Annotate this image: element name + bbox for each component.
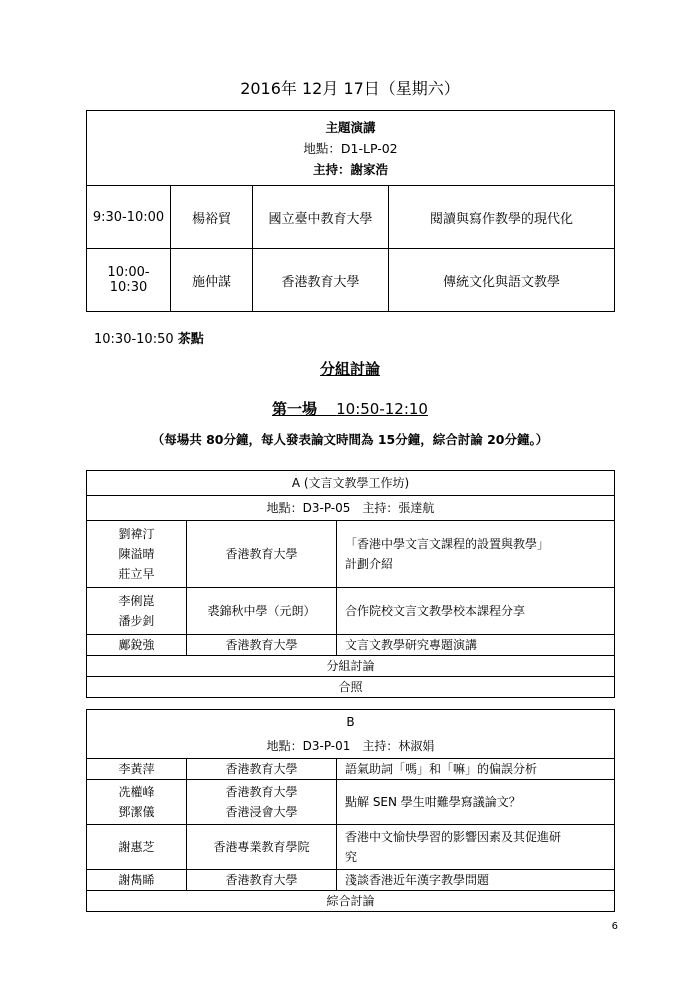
group-b-table	[86, 709, 615, 912]
presenter-names	[87, 588, 187, 635]
presenter-name: 鄺銳強	[87, 635, 187, 656]
group-discussion-heading	[0, 358, 700, 379]
table-row	[87, 759, 615, 780]
keynote-time: 10:00-10:30	[87, 249, 171, 312]
keynote-venue: 地點：D1-LP-02	[303, 140, 398, 156]
table-row	[87, 588, 615, 635]
keynote-host: 主持：謝家浩	[313, 161, 389, 177]
keynote-speaker: 施仲謀	[171, 249, 253, 312]
keynote-time: 9:30-10:00	[87, 186, 171, 249]
table-row	[87, 656, 615, 677]
page-number: 6	[611, 921, 618, 932]
group-a-table	[86, 470, 615, 698]
table-row	[87, 186, 615, 249]
presentation-topic	[337, 825, 615, 870]
group-b-venue-row	[87, 734, 615, 759]
table-row	[87, 825, 615, 870]
table-row	[87, 635, 615, 656]
presenter-institution: 香港教育大學	[187, 521, 337, 588]
group-a-discussion: 分組討論	[87, 656, 615, 677]
group-b-venue-host: 地點：D3-P-01 主持：林淑娟	[266, 739, 435, 753]
tea-break	[94, 328, 204, 347]
presenter-institution: 香港專業教育學院	[187, 825, 337, 870]
presentation-topic: 語氣助詞「嗎」和「嘛」的偏誤分析	[337, 759, 615, 780]
presenter-name: 劉褘汀	[118, 527, 155, 541]
group-a-venue-row	[87, 496, 615, 521]
presenter-name: 李黃萍	[87, 759, 187, 780]
group-b-header-row	[87, 710, 615, 735]
table-row	[87, 249, 615, 312]
group-b-title: B	[346, 715, 355, 729]
keynote-topic: 傳統文化與語文教學	[389, 249, 615, 312]
presenter-name: 潘步釗	[118, 614, 155, 628]
date-heading: 2016年 12月 17日（星期六）	[240, 79, 460, 98]
presenter-institution: 香港教育大學	[187, 759, 337, 780]
keynote-institution: 香港教育大學	[253, 249, 389, 312]
presenter-institution: 香港浸會大學	[225, 805, 298, 819]
presenter-names	[87, 521, 187, 588]
presentation-topic: 淺談香港近年漢字教學問題	[337, 870, 615, 891]
presentation-topic: 點解 SEN 學生咁難學寫議論文？	[337, 780, 615, 825]
topic-line: 香港中文愉快學習的影響因素及其促進研	[345, 830, 562, 844]
presenter-institution: 香港教育大學	[187, 635, 337, 656]
keynote-speaker: 楊裕貿	[171, 186, 253, 249]
topic-line: 究	[345, 850, 358, 864]
topic-line: 「香港中學文言文課程的設置與教學」	[345, 537, 550, 551]
keynote-topic: 閱讀與寫作教學的現代化	[389, 186, 615, 249]
tea-break-label: 茶點	[177, 332, 204, 347]
keynote-title: 主題演講	[325, 119, 376, 135]
session-label: 第一場	[272, 400, 318, 418]
keynote-institution: 國立臺中教育大學	[253, 186, 389, 249]
presentation-topic: 合作院校文言文教學校本課程分享	[337, 588, 615, 635]
keynote-table	[86, 110, 615, 312]
presenter-name: 李俐崑	[118, 594, 155, 608]
presenter-name: 冼權峰	[118, 785, 155, 799]
presenter-institutions	[187, 780, 337, 825]
presenter-name: 鄧潔儀	[118, 805, 155, 819]
group-a-title: A (文言文教學工作坊)	[291, 476, 410, 490]
presenter-name: 謝雋睎	[87, 870, 187, 891]
group-a-venue-host: 地點：D3-P-05 主持：張達航	[266, 501, 435, 515]
presenter-institution: 香港教育大學	[225, 785, 298, 799]
table-row	[87, 780, 615, 825]
table-row	[87, 870, 615, 891]
table-row	[87, 891, 615, 912]
presenter-institution: 香港教育大學	[187, 870, 337, 891]
group-a-photo: 合照	[87, 677, 615, 698]
presenter-name: 謝惠芝	[87, 825, 187, 870]
presenter-name: 陳溢晴	[118, 547, 155, 561]
group-b-discussion: 綜合討論	[87, 891, 615, 912]
table-row	[87, 677, 615, 698]
topic-line: 計劃介紹	[345, 557, 394, 571]
session-note: （每場共 80分鐘，每人發表論文時間為 15分鐘，綜合討論 20分鐘。）	[151, 432, 549, 447]
session-time: 10:50-12:10	[336, 400, 428, 418]
presenter-name: 莊立早	[118, 567, 155, 581]
table-row	[87, 521, 615, 588]
group-a-header-row	[87, 471, 615, 496]
presenter-institution: 裘錦秋中學（元朗）	[187, 588, 337, 635]
session-heading	[0, 398, 700, 419]
group-heading-text: 分組討論	[319, 360, 380, 378]
tea-break-time: 10:30-10:50	[94, 332, 174, 347]
presentation-topic	[337, 521, 615, 588]
presentation-topic: 文言文教學研究專題演講	[337, 635, 615, 656]
keynote-header-row	[87, 111, 615, 186]
presenter-names	[87, 780, 187, 825]
